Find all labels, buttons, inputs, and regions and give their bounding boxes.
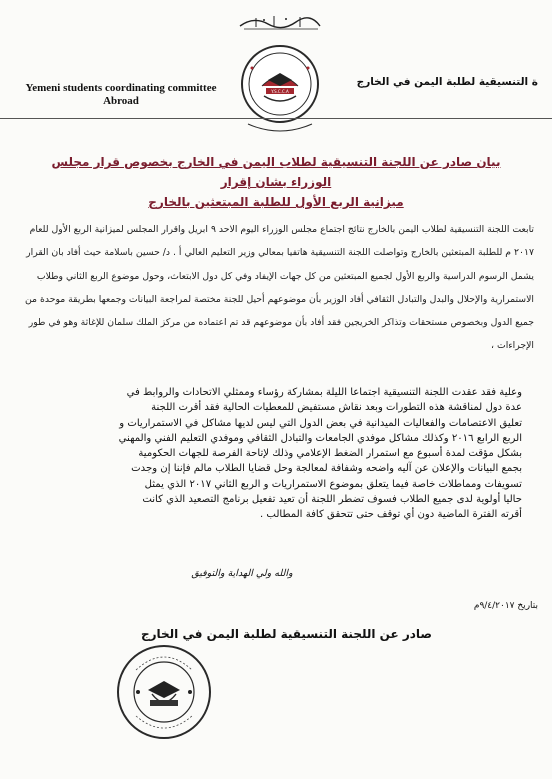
issuer-line: صادر عن اللجنة التنسيقية لطلبة اليمن في الخارج (140, 627, 432, 641)
header-arabic-org: ة التنسيقية لطلبة اليمن في الخارج (356, 76, 538, 88)
title-line-2: ميزانية الربع الأول للطلبة المبتعثين بالخارج (148, 195, 404, 209)
text-line: الإجراءات ، (490, 340, 534, 352)
text-line: بجمع البيانات والإعلان عن آليه واضحه وشفافة لمعالجة وحل قضايا الطلاب مالم فإننا إن وجدت (131, 463, 522, 475)
text-line: حاليا أولوية لدى جميع الطلاب فسوف تضطر اللجنة أن تعيد تفعيل برنامج التصعيد الذي كانت (142, 494, 522, 506)
handwritten-paragraph (14, 218, 534, 358)
text-line: وعلية فقد عقدت اللجنة التنسيقية اجتماعا الليلة بمشاركة رؤساء وممثلي الاتحادات والروابط في (126, 387, 522, 398)
basmala-calligraphy (234, 12, 326, 34)
seal-emblem-icon (238, 40, 322, 140)
issue-date: بتاريخ ٩/٤/٢٠١٧م (473, 601, 538, 611)
text-line: جميع الدول وبخصوص مستحقات وتذاكر الخريجين فقد أفاد بأن موضوعهم قد تم اعتماده من مركز الملك سلمان للإغاثة وهو في طور (28, 317, 534, 329)
text-line: تابعت اللجنة التنسيقية لطلاب اليمن بالخارج نتائج اجتماع مجلس الوزراء اليوم الاحد ٩ ابريل واقرار المجلس لميزانية الربع الأول للعام (29, 224, 534, 235)
text-line: الاستمرارية والإحلال والبدل والتبادل الثقافي أفاد الوزير بأن موضوعهم أحيل للجنة مختصة لمراجعة البيانات وجمعها بطريقة موحدة من (24, 293, 534, 305)
title-line-1: بيان صادر عن اللجنة التنسيقية لطلاب اليمن في الخارج بخصوص قرار مجلس الوزراء بشان إقرار (51, 155, 501, 189)
text-line: تسويفات ومماطلات خاصة فيما يتعلق بموضوع الاستمراريات و الربع الثاني ٢٠١٧ الذي يمثل (144, 478, 522, 490)
printed-paragraph (22, 385, 522, 523)
text-line: أقرته الفترة الماضية دون أي توقف حتى تتحقق كافة المطالب . (260, 509, 522, 521)
basmala-icon (234, 12, 326, 34)
text-line: بشكل مؤقت لمدة أسبوع مع استمرار الضغط الإعلامي وذلك لإتاحة الفرصة للجهات الحكومية (138, 448, 522, 460)
text-line: عدة دول لمناقشة هذه التطورات وبعد نقاش مستفيض للمعطيات الحالية فقد أقرت اللجنة (151, 402, 522, 414)
stamp-emblem-icon (114, 640, 214, 744)
committee-seal-logo (238, 40, 322, 140)
committee-stamp (114, 640, 214, 744)
header-english-org (14, 82, 228, 108)
seal-abbreviation: Y.S.C.C.A (271, 89, 289, 94)
text-line: ٢٠١٧ م للطلبة المبتعثين بالخارج وتواصلت اللجنة التنسيقية هاتفيا بمعالي وزير التعليم العالي أ . د/ حسين باسلامة حيث أفاد بان القرار (26, 247, 534, 259)
text-line: الربع الرابع ٢٠١٦ وكذلك مشاكل موفدي الجامعات والتبادل الثقافي وموفدي التعليم الفني والمهني (118, 432, 522, 444)
text-line: يشمل الرسوم الدراسية والربع الأول لجميع المبتعثين من كل جهات الإيفاد وفي كل دول الابتعاث، وحول موضوع الربع الثاني وطلاب (36, 270, 534, 282)
header-divider (0, 118, 552, 119)
header-english-line1: Yemeni students coordinating committee (25, 82, 217, 94)
text-line: تعليق الاعتصامات والفعاليات الميدانية في بعض الدول التي ليس لديها مشاكل في الاستمراريات و (119, 417, 522, 429)
closing-phrase: والله ولي الهداية والتوفيق (191, 568, 293, 579)
header-english-line2: Abroad (103, 95, 139, 107)
statement-title (30, 152, 522, 212)
